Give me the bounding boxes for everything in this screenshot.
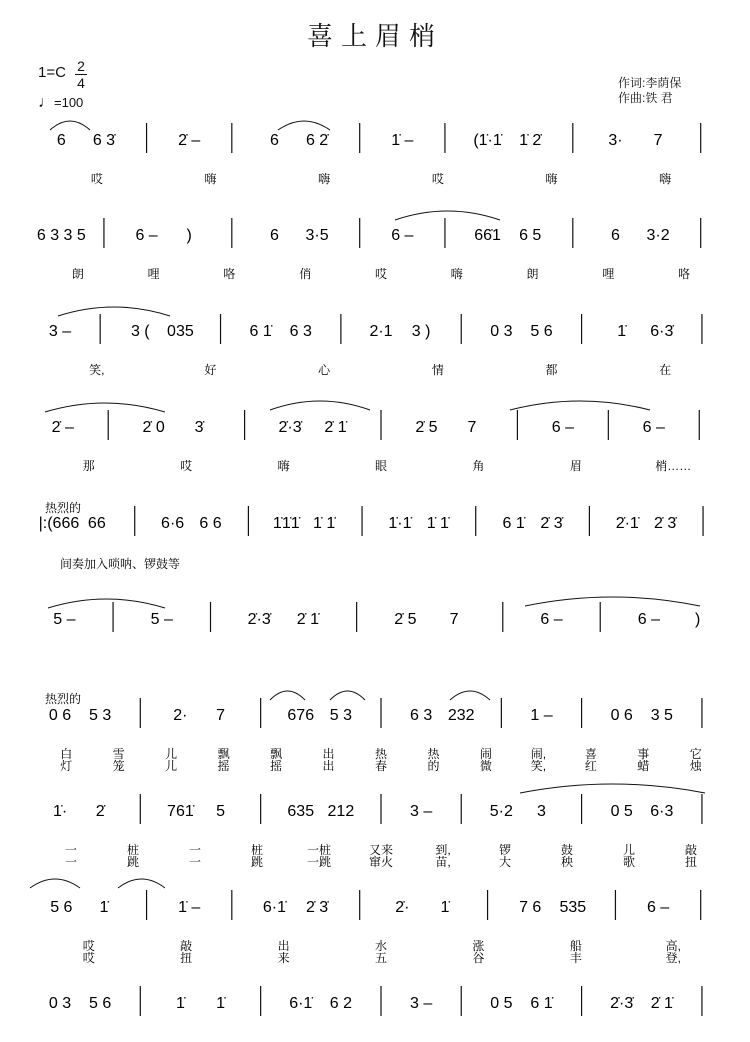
note-group: 2̇ 0 [142,419,165,436]
lyric-verse-2: 笼 [112,759,125,773]
note-group: 035 [167,323,194,340]
note-group: 6 [56,132,66,149]
note-group: 3 5 [650,707,673,724]
note-group: 1̇ – [178,899,201,916]
lyric-verse-1: 闹 [479,747,492,761]
lyric-verse-1: 到, [435,843,451,857]
lyric-verse-1: 嗨 [659,172,672,186]
lyric-verse-2: 登, [665,951,681,965]
lyric-verse-1: 梢…… [655,459,692,473]
lyric-verse-1: 水 [374,939,388,953]
tempo-value: =100 [54,95,84,110]
note-group: 6 3 3 5 [36,227,86,244]
slur-arc [510,401,650,410]
note-group: 6 3̇ [92,132,116,149]
note-group: 5 3 [329,707,353,724]
note-group: 3 [537,803,546,820]
lyric-verse-2: 五 [374,951,388,965]
lyric-verse-1: 咯 [678,267,691,281]
note-group: 2̇ 1̇ [650,995,673,1012]
note-group: 6 – [391,227,414,244]
lyric-verse-2: 笑, [530,759,547,773]
lyric-verse-1: 哎 [82,939,95,953]
interlude-note: 间奏加入唢呐、锣鼓等 [60,557,181,571]
note-group: 2̇ 3̇ [305,899,329,916]
lyric-verse-1: 嗨 [318,172,331,186]
lyric-verse-1: 嗨 [204,172,217,186]
note-group: 0 5 [490,995,513,1012]
slur-arc [45,403,165,412]
slur-arc [50,121,90,130]
lyric-verse-1: 敲 [684,843,698,857]
lyric-verse-2: 谷 [472,951,485,965]
lyric-verse-1: 雪 [112,747,125,761]
note-group: 2̇ 3̇ [540,515,563,532]
note-group: 6 [610,227,620,244]
slur-arc [330,691,365,700]
note-group: 3·2 [646,227,670,244]
note-group: 535 [559,899,587,916]
lyric-verse-2: 丰 [569,951,582,965]
note-group: ) [186,227,192,244]
note-group: 6 [269,227,279,244]
lyric-verse-1: 在 [659,363,672,377]
slur-arc [270,401,370,410]
lyric-verse-1: 哩 [602,267,615,281]
lyric-verse-1: 哎 [180,459,193,473]
lyric-verse-1: 敲 [180,939,193,953]
note-group: 6 2̇ [305,132,329,149]
note-group: 3 – [48,323,72,340]
lyric-verse-2: 来 [277,951,290,965]
lyric-verse-1: 一 [64,843,78,857]
lyric-verse-1: 事 [637,747,650,761]
note-group: 5 – [150,611,173,628]
lyric-verse-1: 锣 [498,843,512,857]
note-group: 5 3 [89,707,112,724]
note-group: 1̇ [440,899,450,916]
lyric-verse-1: 眼 [374,459,388,473]
note-group: 3 – [409,803,433,820]
quarter-note-icon: ♩ [38,94,54,111]
note-group: 3·5 [305,227,329,244]
note-group: 6·3̇ [650,323,674,340]
note-group: 232 [447,707,475,724]
note-group: 2· [173,707,188,724]
lyric-verse-1: 出 [277,939,290,953]
note-group: 1̇·1̇ [388,515,412,532]
lyric-verse-1: 哎 [90,172,103,186]
lyric-verse-1: 高, [665,939,681,953]
note-group: 212 [327,803,355,820]
note-group: 5·2 [489,803,513,820]
lyric-verse-2: 苗, [435,855,451,869]
note-group: 7 [653,132,663,149]
lyric-verse-1: 嗨 [545,172,558,186]
expression-marking: 热烈的 [45,501,82,515]
note-group: 66̇1 [474,227,501,244]
lyric-verse-2: 灯 [60,759,73,773]
note-group: 6·6 [161,515,185,532]
lyric-verse-2: 摇 [270,759,283,773]
note-group: 635 [287,803,315,820]
note-group: 6 5 [519,227,542,244]
note-group: 1̇ [175,995,185,1012]
time-signature-bottom: 4 [77,75,85,91]
lyric-verse-1: 角 [472,459,485,473]
lyric-verse-1: 桩 [126,843,140,857]
lyric-verse-1: 嗨 [277,459,290,473]
note-group: 2̇·3̇ [247,611,271,628]
note-group: 6 – [642,419,665,436]
note-group: 5 6 [530,323,553,340]
composer: 作曲:铁 君 [618,91,673,105]
slur-arc [48,599,165,608]
lyric-verse-2: 儿 [165,759,178,773]
lyric-verse-2: 跳 [250,855,264,869]
note-group: 7 [216,707,225,724]
lyric-verse-2: 春 [374,759,388,773]
lyric-verse-1: 飘 [270,747,283,761]
lyricist: 作词:李荫保 [618,76,682,90]
lyric-verse-1: 嗨 [450,267,463,281]
note-group: 6 2 [329,995,353,1012]
lyric-verse-2: 一 [64,855,78,869]
slur-arc [118,879,165,888]
slur-arc [520,784,705,793]
note-group: 761̇ [167,803,194,820]
note-group: 6·3 [650,803,674,820]
note-group: 2̇ 5 [394,611,417,628]
note-group: 3 – [409,995,433,1012]
lyric-verse-1: 那 [82,459,95,473]
song-title: 喜上眉梢 [306,22,443,52]
lyric-verse-1: 咯 [223,267,236,281]
note-group: 7 6 [519,899,542,916]
slur-arc [525,597,700,606]
note-group: 0 6 [610,707,633,724]
note-group: 3· [608,132,623,149]
lyric-verse-2: 烛 [689,759,702,773]
lyric-verse-1: 船 [569,939,582,953]
note-group: 2̇·3̇ [278,419,302,436]
lyric-verse-2: 出 [322,759,335,773]
note-group: 1 – [530,707,553,724]
note-group: 7 [467,419,477,436]
lyric-verse-2: 一 [188,855,202,869]
lyric-verse-1: 鼓 [560,843,574,857]
note-group: 6 1̇ [530,995,553,1012]
note-group: (1̇·1̇ [473,132,502,149]
note-group: 6 – [646,899,670,916]
lyric-verse-1: 热 [427,747,440,761]
slur-arc [395,211,500,220]
lyric-verse-1: 出 [322,747,335,761]
note-group: 6·1̇ [262,899,286,916]
note-group: 2̇ – [51,419,74,436]
expression-marking: 热烈的 [45,692,82,706]
slur-arc [450,691,490,700]
note-group: 5 – [53,611,76,628]
lyric-verse-1: 一桩 [306,843,332,857]
lyric-verse-1: 朗 [71,267,84,281]
note-group: 6·1̇ [289,995,313,1012]
lyric-verse-1: 儿 [622,843,636,857]
note-group: 7 [449,611,459,628]
note-group: 1̇ 2̇ [519,132,542,149]
note-group: 5 6 [50,899,73,916]
lyric-verse-1: 情 [431,363,444,377]
note-group: 0 3 [490,323,513,340]
note-group: 1̇ – [391,132,414,149]
note-group: 1̇1̇1̇ [272,515,300,532]
lyric-verse-1: 好 [204,363,217,377]
note-group: 2̇· [395,899,410,916]
lyric-verse-1: 飘 [217,747,230,761]
lyric-verse-2: 扭 [684,855,698,869]
note-group: 2̇ 1̇ [296,611,320,628]
slur-arc [270,691,305,700]
lyric-verse-1: 闹, [530,747,547,761]
note-group: 6 – [551,419,574,436]
lyric-verse-2: 扭 [180,951,193,965]
slur-arc [278,121,330,130]
note-group: 1̇· [52,803,68,820]
lyric-verse-2: 红 [584,759,597,773]
lyric-verse-2: 大 [498,855,512,869]
note-group: 3 ( [130,323,150,340]
note-group: 6 1̇ [502,515,525,532]
note-group: 2̇ 1̇ [324,419,347,436]
lyric-verse-2: 哎 [82,951,95,965]
lyric-verse-1: 都 [545,363,558,377]
lyric-verse-2: 微 [479,759,492,773]
note-group: 2̇ – [178,132,201,149]
note-group: 6 3 [289,323,312,340]
note-group: 2̇·3̇ [610,995,634,1012]
lyric-verse-1: 热 [374,747,388,761]
note-group: 1̇ 1̇ [313,515,336,532]
note-group: 0 3 [48,995,72,1012]
note-group: 1̇ [617,323,627,340]
lyric-verse-1: 一 [188,843,202,857]
note-group: 3 ) [411,323,431,340]
lyric-verse-1: 儿 [165,747,178,761]
lyric-verse-1: 俏 [299,267,312,281]
lyric-verse-2: 的 [427,759,440,773]
note-group: 5 [216,803,225,820]
lyric-verse-1: 又来 [368,843,394,857]
note-group: 5 6 [89,995,112,1012]
note-group: 0 6 [48,707,72,724]
lyric-verse-1: 心 [318,363,331,377]
lyric-verse-1: 眉 [569,459,582,473]
note-group: 2̇·1̇ [615,515,639,532]
note-group: 1̇ 1̇ [426,515,449,532]
note-group: 3̇ [194,419,204,436]
note-group: |:(666 [38,515,80,532]
lyric-verse-1: 哎 [374,267,388,281]
note-group: 2·1 [369,323,393,340]
note-group: ) [694,611,701,628]
lyric-verse-2: 秧 [560,855,574,869]
lyric-verse-2: 一跳 [306,855,332,869]
lyric-verse-1: 喜 [584,747,597,761]
note-group: 6 [269,132,279,149]
note-group: 6 3 [409,707,433,724]
lyric-verse-2: 歌 [622,855,636,869]
slur-arc [58,307,170,316]
lyric-verse-1: 哎 [431,172,444,186]
slur-arc [30,879,80,888]
lyric-verse-1: 涨 [472,939,485,953]
note-group: 1̇ [99,899,109,916]
time-signature-top: 2 [77,58,85,74]
note-group: 1̇ [216,995,225,1012]
note-group: 0 5 [610,803,633,820]
lyric-verse-2: 蜡 [637,759,650,773]
note-group: 2̇ 5 [415,419,438,436]
lyric-verse-2: 摇 [217,759,230,773]
note-group: 6 6 [199,515,222,532]
lyric-verse-1: 朗 [526,267,539,281]
lyric-verse-1: 白 [60,747,73,761]
note-group: 2̇ 3̇ [654,515,677,532]
lyric-verse-1: 它 [689,747,702,761]
note-group: 6 1̇ [249,323,272,340]
lyric-verse-1: 哩 [147,267,160,281]
lyric-verse-1: 笑, [89,363,105,377]
note-group: 66 [87,515,106,532]
note-group: 676 [287,707,315,724]
note-group: 6 – [637,611,661,628]
lyric-verse-2: 跳 [126,855,140,869]
note-group: 6 – [135,227,158,244]
note-group: 6 – [540,611,563,628]
lyric-verse-1: 桩 [250,843,264,857]
note-group: 2̇ [95,803,105,820]
lyric-verse-2: 窜火 [368,855,394,869]
key-signature: 1=C [38,64,66,81]
